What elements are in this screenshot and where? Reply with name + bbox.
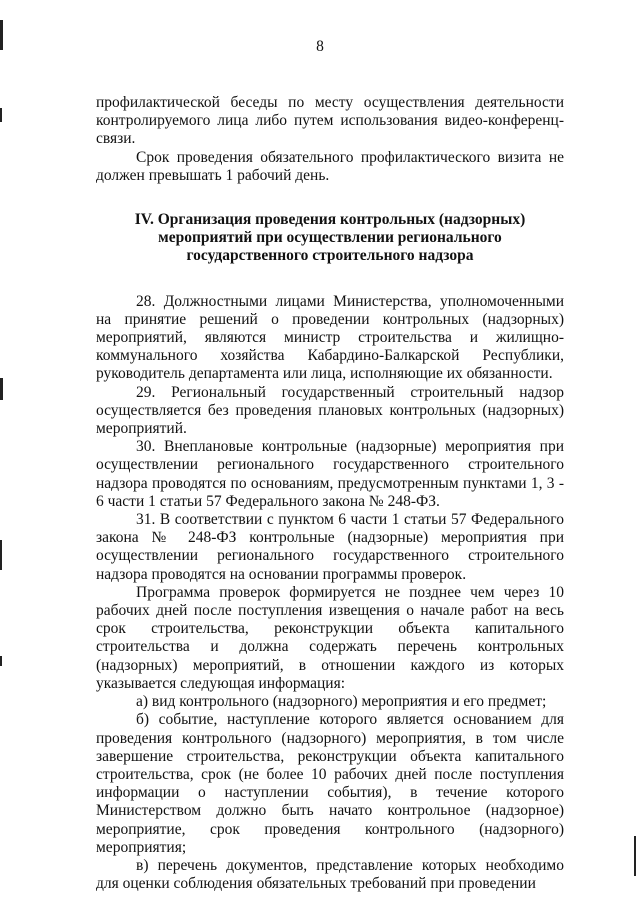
scan-edge-mark: [0, 108, 2, 122]
paragraph-item-29: 29. Региональный государственный строительный надзор осуществляется без проведения плановых контрольных (надзорных) мероприятий.: [96, 383, 564, 438]
section-heading-line: IV. Организация проведения контрольных (надзорных): [134, 211, 526, 229]
list-item-b: б) событие, наступление которого является основанием для проведения контрольного (надзорного) мероприятия, в том числе завершение строительства, реконструкции объекта капитального строительства, срок (не более 10 рабочих дней после поступления информации о наступлении события), в течение которого Министерством должно быть начато контрольное (надзорное) мероприятие, срок проведения контрольного (надзорного) мероприятия;: [96, 711, 564, 856]
scan-edge-mark: [634, 836, 636, 876]
list-item-v: в) перечень документов, представление которых необходимо для оценки соблюдения обязательных требований при проведении: [96, 856, 564, 893]
paragraph: профилактической беседы по месту осуществления деятельности контролируемого лица либо путем использования видео-конференц-связи.: [96, 94, 564, 148]
section-heading: [96, 211, 564, 266]
document-body: [96, 94, 564, 893]
paragraph: Программа проверок формируется не позднее чем через 10 рабочих дней после поступления извещения о начале работ на весь срок строительства, реконструкции объекта капитального строительства и должна содержать перечень контрольных (надзорных) мероприятий, в отношении каждого из которых указывается следующая информация:: [96, 583, 564, 692]
paragraph-item-31: 31. В соответствии с пунктом 6 части 1 статьи 57 Федерального закона № 248-ФЗ контрольные (надзорные) мероприятия при осуществлении регионального государственного строительного надзора проводятся на основании программы проверок.: [96, 511, 564, 583]
list-item-a: а) вид контрольного (надзорного) мероприятия и его предмет;: [136, 693, 547, 711]
section-heading-line: государственного строительного надзора: [186, 247, 474, 265]
section-heading-line: мероприятий при осуществлении регионального: [158, 229, 502, 247]
paragraph: Срок проведения обязательного профилактического визита не должен превышать 1 рабочий день.: [96, 148, 564, 184]
scan-edge-mark: [0, 540, 2, 570]
scan-edge-mark: [0, 656, 2, 666]
paragraph-item-30: 30. Внеплановые контрольные (надзорные) мероприятия при осуществлении регионального государственного строительного надзора проводятся по основаниям, предусмотренным пунктами 1, 3 - 6 части 1 статьи 57 Федерального закона № 248-ФЗ.: [96, 438, 564, 510]
scan-edge-mark: [0, 378, 3, 400]
paragraph-item-28: 28. Должностными лицами Министерства, уполномоченными на принятие решений о проведении контрольных (надзорных) мероприятий, являются министр строительства и жилищно-коммунального хозяйства Кабардино-Балкарской Республики, руководитель департамента или лица, исполняющие их обязанности.: [96, 292, 564, 383]
page-number: 8: [316, 38, 324, 55]
